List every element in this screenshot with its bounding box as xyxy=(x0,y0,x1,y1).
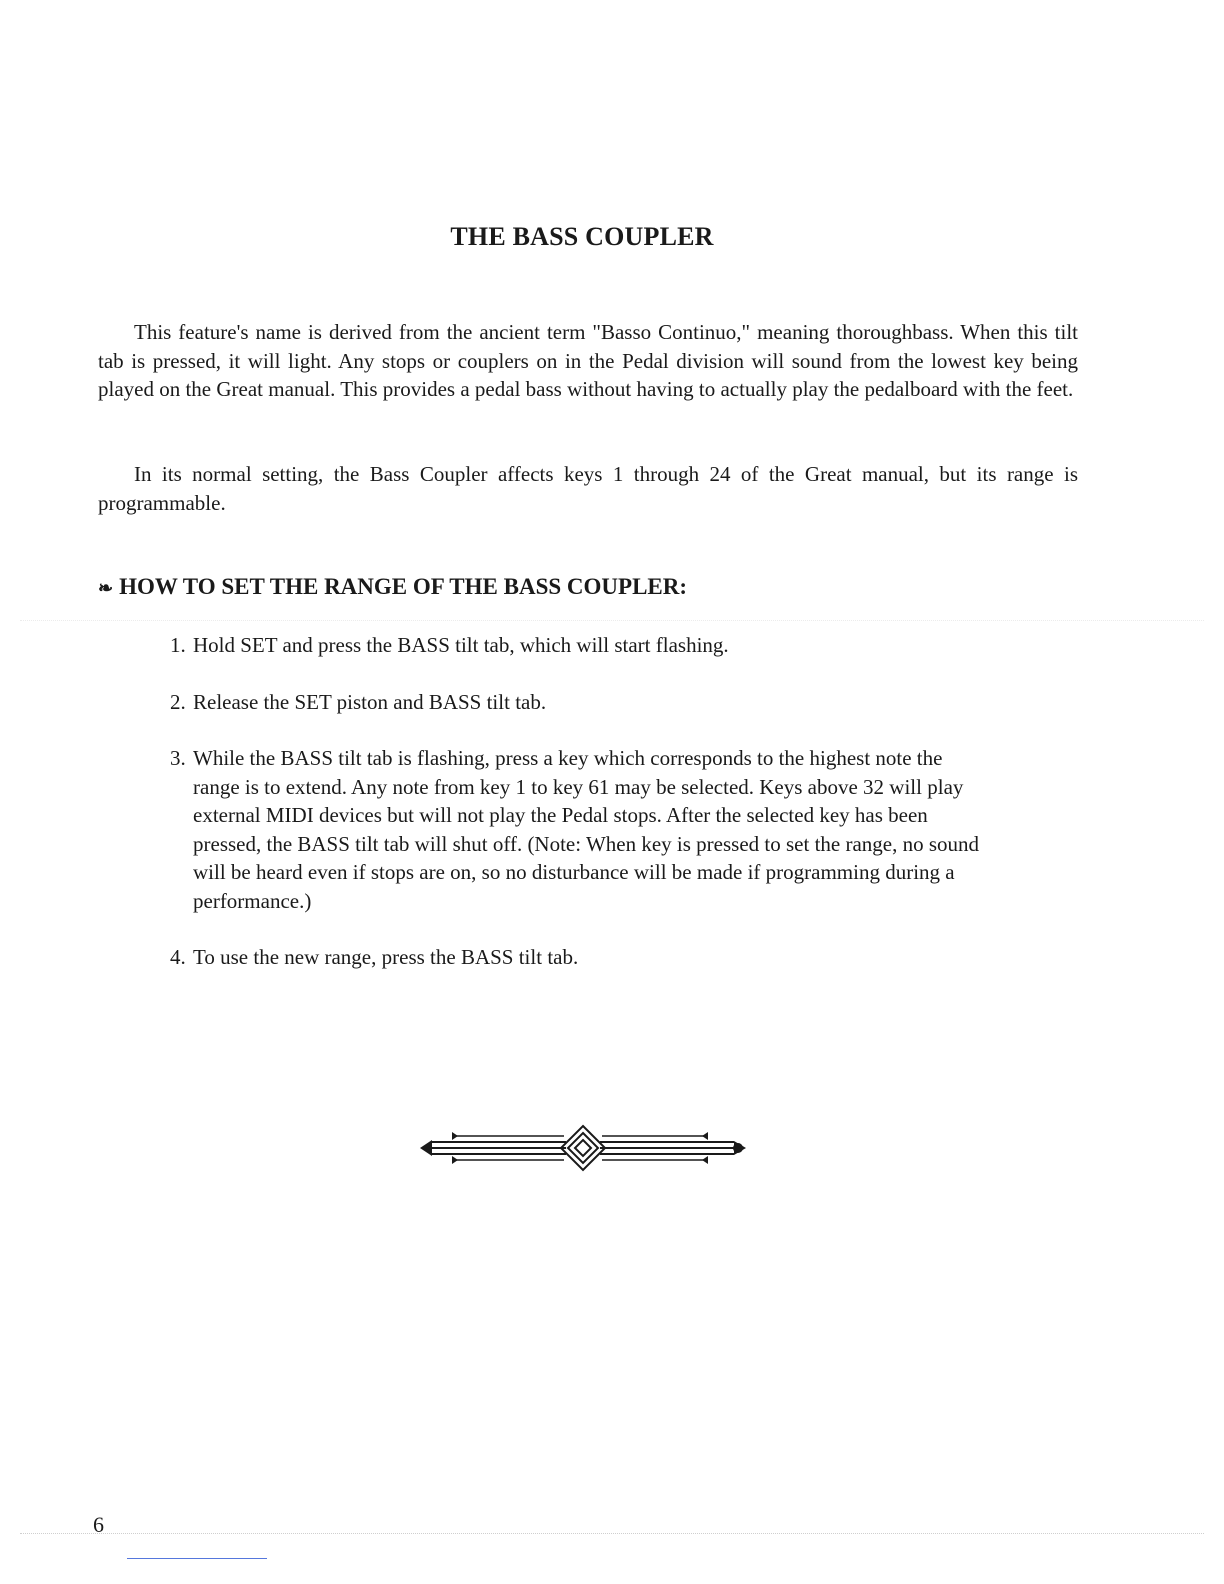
list-item xyxy=(170,744,990,915)
step-text: To use the new range, press the BASS tilt tab. xyxy=(193,945,579,969)
section-heading-text: HOW TO SET THE RANGE OF THE BASS COUPLER: xyxy=(119,574,688,599)
divider xyxy=(20,620,1204,621)
step-text: Release the SET piston and BASS tilt tab. xyxy=(193,689,547,714)
step-number: 2. xyxy=(170,689,186,714)
step-text: While the BASS tilt tab is flashing, press a key which corresponds to the highest note the range is to extend. Any note from key 1 to key 61 may be selected. Keys above 32 will play external MIDI devices but will not play the Pedal stops. After the selected key has been pressed, the BASS tilt tab will shut off. (Note: When key is pressed to set the range, no sound will be heard even if stops are on, so no disturbance will be made if programming during a performance.) xyxy=(193,746,980,913)
range-paragraph: In its normal setting, the Bass Coupler affects keys 1 through 24 of the Great manual, but its range is programmable. xyxy=(98,462,1078,515)
footer-link-underline xyxy=(127,1558,267,1559)
step-number: 1. xyxy=(170,633,186,657)
section-heading xyxy=(98,574,687,600)
page-title: THE BASS COUPLER xyxy=(450,222,714,251)
intro-paragraph: This feature's name is derived from the ancient term "Basso Continuo," meaning thoroughbass. When this tilt tab is pressed, it will light. Any stops or couplers on in the Pedal division will sound from the lowest key being played on the Great manual. This provides a pedal bass without having to actually play the pedalboard with the feet. xyxy=(98,320,1078,401)
scroll-divider-icon xyxy=(418,1120,748,1176)
steps-list xyxy=(170,631,990,1000)
step-text: Hold SET and press the BASS tilt tab, which will start flashing. xyxy=(193,633,729,657)
list-item xyxy=(170,631,990,660)
list-item xyxy=(170,943,990,972)
list-item xyxy=(170,688,990,717)
step-number: 4. xyxy=(170,945,186,969)
page-number: 6 xyxy=(93,1512,104,1537)
footer-divider xyxy=(20,1533,1204,1534)
step-number: 3. xyxy=(170,746,186,770)
fleuron-bullet-icon: ❧ xyxy=(98,578,114,598)
